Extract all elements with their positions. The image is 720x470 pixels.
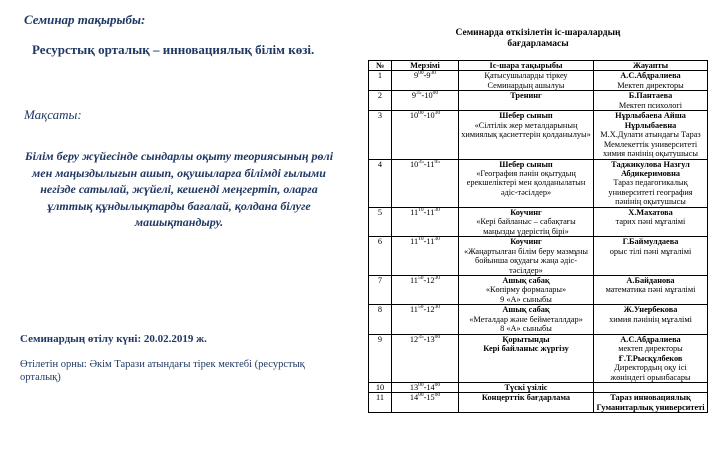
- row-time: $9^{35}-10^{00}$: [392, 91, 459, 111]
- row-event: [459, 305, 594, 334]
- row-event: [459, 159, 594, 207]
- event-line: Тренинг: [510, 91, 542, 101]
- time-from: 11: [409, 305, 418, 315]
- responsible-line: А.Байданова: [626, 275, 675, 285]
- responsible-line: М.Х.Дулати атындағы Тараз Мемлекеттік университеті химия пәнінің оқытушысы: [600, 130, 701, 159]
- responsible-line: мектеп директоры: [618, 344, 683, 354]
- time-from: 10: [409, 159, 419, 169]
- event-line: «География пәнін оқытудың ерекшеліктері мен қолданылатын әдіс-тәсілдер»: [466, 168, 586, 197]
- time-from: 11: [410, 237, 419, 247]
- table-row: [369, 334, 708, 382]
- table-row: [369, 393, 708, 413]
- time-to-minutes: 00: [432, 90, 439, 97]
- responsible-line: Таджикулова Назгул Абдикеримовна: [611, 159, 690, 178]
- time-from-minutes: 00: [418, 110, 424, 117]
- time-from: 13: [409, 382, 419, 392]
- row-number: 8: [369, 305, 392, 334]
- row-responsible: [594, 207, 708, 236]
- time-from-minutes: 35: [418, 158, 424, 165]
- seminar-topic-heading: Семинар тақырыбы:: [24, 12, 146, 27]
- event-line: Шебер сынып: [499, 159, 553, 169]
- row-time: $12^{35}-13^{00}$: [392, 334, 459, 382]
- time-from-minutes: 10: [418, 206, 424, 213]
- goal-heading: Мақсаты:: [24, 107, 82, 122]
- program-title: [368, 28, 708, 50]
- time-from: 9: [411, 91, 417, 101]
- time-to: 11: [426, 237, 435, 247]
- table-row: [369, 207, 708, 236]
- table-row: [369, 382, 708, 392]
- responsible-line: Ж.Унербекова: [623, 305, 678, 315]
- row-responsible: [594, 111, 708, 159]
- time-to: 14: [426, 382, 435, 392]
- time-to: 13: [426, 334, 435, 344]
- row-event: [459, 207, 594, 236]
- header-time: Мерзімі: [392, 61, 459, 71]
- responsible-line: Мектеп директоры: [617, 80, 684, 90]
- table-row: [369, 71, 708, 91]
- row-number: 1: [369, 71, 392, 91]
- row-event: [459, 71, 594, 91]
- time-from: 10: [409, 111, 419, 121]
- row-number: 11: [369, 393, 392, 413]
- event-line: Кері байланыс жүргізу: [483, 344, 569, 354]
- program-title-line2: бағдарламасы: [507, 38, 569, 49]
- row-responsible: [594, 382, 708, 392]
- row-time: $11^{50}-12^{30}$: [392, 275, 459, 304]
- time-to: 12: [426, 275, 435, 285]
- row-event: [459, 334, 594, 382]
- event-line: Концерттік бағдарлама: [481, 393, 571, 403]
- time-to: 10: [426, 111, 435, 121]
- table-row: [369, 237, 708, 276]
- row-responsible: [594, 334, 708, 382]
- event-line: «Кері байланыс – сабақтағы маңызды үдерістің бірі»: [476, 217, 576, 236]
- responsible-line: А.С.Абдралиева: [620, 334, 681, 344]
- header-number: №: [369, 61, 392, 71]
- responsible-line: Б.Пантаева: [628, 91, 673, 101]
- row-responsible: [594, 305, 708, 334]
- row-number: 2: [369, 91, 392, 111]
- event-line: Коучинг: [510, 237, 542, 247]
- time-from-minutes: 35: [416, 90, 422, 97]
- event-line: Семинардың ашылуы: [487, 80, 565, 90]
- time-to-minutes: 30: [430, 70, 437, 77]
- event-line: 8 «А» сыныбы: [500, 324, 552, 334]
- responsible-line: Х.Махатова: [628, 207, 673, 217]
- responsible-line: Нұрлыбаева Айша Нұрлыбаевна: [615, 111, 686, 130]
- table-row: [369, 91, 708, 111]
- event-line: Түскі үзіліс: [504, 382, 548, 392]
- time-from: 14: [409, 393, 419, 403]
- row-time: $9^{00}-9^{30}$: [392, 71, 459, 91]
- time-from-minutes: 00: [418, 70, 424, 77]
- row-number: 4: [369, 159, 392, 207]
- event-line: 9 «А» сыныбы: [500, 294, 552, 304]
- row-number: 7: [369, 275, 392, 304]
- responsible-line: Директордың оқу ісі жөніндегі орынбасары: [610, 363, 691, 382]
- time-from: 12: [409, 334, 419, 344]
- row-responsible: [594, 393, 708, 413]
- time-from: 11: [410, 207, 419, 217]
- table-header-row: [369, 61, 708, 71]
- time-from-minutes: 00: [418, 381, 424, 388]
- row-time: $10^{00}-10^{30}$: [392, 111, 459, 159]
- responsible-line: математика пәні мұғалімі: [605, 285, 696, 295]
- row-event: [459, 237, 594, 276]
- program-table: [368, 60, 708, 413]
- row-time: $10^{35}-11^{05}$: [392, 159, 459, 207]
- event-line: Ашық сабақ: [502, 305, 550, 315]
- event-line: Коучинг: [510, 207, 542, 217]
- table-row: [369, 111, 708, 159]
- event-line: Шебер сынып: [499, 111, 553, 121]
- responsible-line: Мектеп психологі: [618, 100, 683, 110]
- row-event: [459, 393, 594, 413]
- time-to-minutes: 30: [434, 236, 440, 243]
- row-event: [459, 111, 594, 159]
- row-event: [459, 382, 594, 392]
- table-row: [369, 305, 708, 334]
- event-line: «Көпірму формалары»: [485, 285, 567, 295]
- responsible-line: Ғ.Т.Рысқұлбеков: [618, 353, 683, 363]
- program-title-line1: Семинарда өткізілетін іс-шаралардың: [455, 28, 621, 38]
- responsible-line: орыс тілі пәні мұғалімі: [609, 246, 692, 256]
- row-number: 5: [369, 207, 392, 236]
- time-to-minutes: 30: [434, 110, 441, 117]
- responsible-line: Тараз инновациялық Гуманитарлық университеті: [596, 393, 705, 412]
- responsible-line: Г.Баймулдаева: [622, 237, 679, 247]
- event-line: «Жаңартылған білім беру мазмұны бойынша оқудағы жаңа әдіс-тәсілдер»: [464, 246, 588, 275]
- time-from-minutes: 35: [418, 333, 424, 340]
- row-time: $11^{50}-12^{30}$: [392, 305, 459, 334]
- row-time: $11^{10}-11^{30}$: [392, 207, 459, 236]
- seminar-date: Семинардың өтілу күні: 20.02.2019 ж.: [20, 333, 207, 345]
- row-number: 9: [369, 334, 392, 382]
- row-number: 3: [369, 111, 392, 159]
- time-to: 10: [424, 91, 433, 101]
- time-to-minutes: 00: [434, 333, 441, 340]
- row-event: [459, 91, 594, 111]
- time-from-minutes: 50: [417, 274, 424, 281]
- time-to: 11: [426, 159, 435, 169]
- time-to-minutes: 00: [434, 392, 441, 399]
- row-responsible: [594, 275, 708, 304]
- header-responsible: Жауапты: [594, 61, 708, 71]
- time-from-minutes: 50: [417, 304, 424, 311]
- row-responsible: [594, 71, 708, 91]
- time-to: 15: [426, 393, 435, 403]
- time-to-minutes: 30: [434, 274, 441, 281]
- row-number: 6: [369, 237, 392, 276]
- time-from-minutes: 10: [418, 236, 424, 243]
- row-time: $11^{10}-11^{30}$: [392, 237, 459, 276]
- time-from: 11: [409, 275, 418, 285]
- event-line: «Металдар және бейметаллдар»: [469, 314, 583, 324]
- responsible-line: тарих пәні мұғалімі: [615, 217, 686, 227]
- time-to: 11: [426, 207, 435, 217]
- time-to-minutes: 30: [434, 206, 440, 213]
- responsible-line: химия пәнінің мұғалімі: [609, 314, 692, 324]
- event-line: Қорытынды: [502, 334, 550, 344]
- header-event: Іс-шара тақырыбы: [459, 61, 594, 71]
- event-line: «Сілтілік жер металдарының химиялық қасиеттерін қолданылуы»: [461, 120, 591, 140]
- time-from: 9: [413, 71, 419, 81]
- row-responsible: [594, 237, 708, 276]
- time-to-minutes: 00: [434, 381, 441, 388]
- row-number: 10: [369, 382, 392, 392]
- row-time: $14^{00}-15^{00}$: [392, 393, 459, 413]
- event-line: Қатысушыларды тіркеу: [484, 71, 568, 81]
- time-from-minutes: 00: [418, 392, 424, 399]
- time-to: 12: [426, 305, 435, 315]
- row-responsible: [594, 91, 708, 111]
- responsible-line: Тараз педагогикалық университеті география пәнінің оқытушысы: [608, 178, 693, 207]
- row-event: [459, 275, 594, 304]
- seminar-topic: Ресурстық орталық – инновациялық білім көзі.: [32, 42, 315, 57]
- time-to-minutes: 30: [434, 304, 441, 311]
- table-row: [369, 275, 708, 304]
- row-time: $13^{00}-14^{00}$: [392, 382, 459, 392]
- time-to: 9: [426, 71, 431, 81]
- left-panel: [0, 0, 356, 470]
- seminar-place: Өтілетін орны: Әкім Тарази атындағы тірек мектебі (ресурстық орталық): [20, 359, 305, 384]
- responsible-line: А.С.Абдралиева: [620, 71, 681, 81]
- event-line: Ашық сабақ: [502, 275, 550, 285]
- goal-text: Білім беру жүйесінде сындарлы оқыту теориясының рөлі мен маңыздылығын ашып, оқушыларға білімді ғылыми негізде сатылай, жүйелі, кешенді меңгертіп, оларға ұлттық құндылықтарды бағалай, қолдана білуге машықтандыру.: [24, 149, 334, 230]
- right-panel: [356, 0, 720, 470]
- program-body: [369, 71, 708, 413]
- row-responsible: [594, 159, 708, 207]
- time-to-minutes: 05: [434, 158, 441, 165]
- table-row: [369, 159, 708, 207]
